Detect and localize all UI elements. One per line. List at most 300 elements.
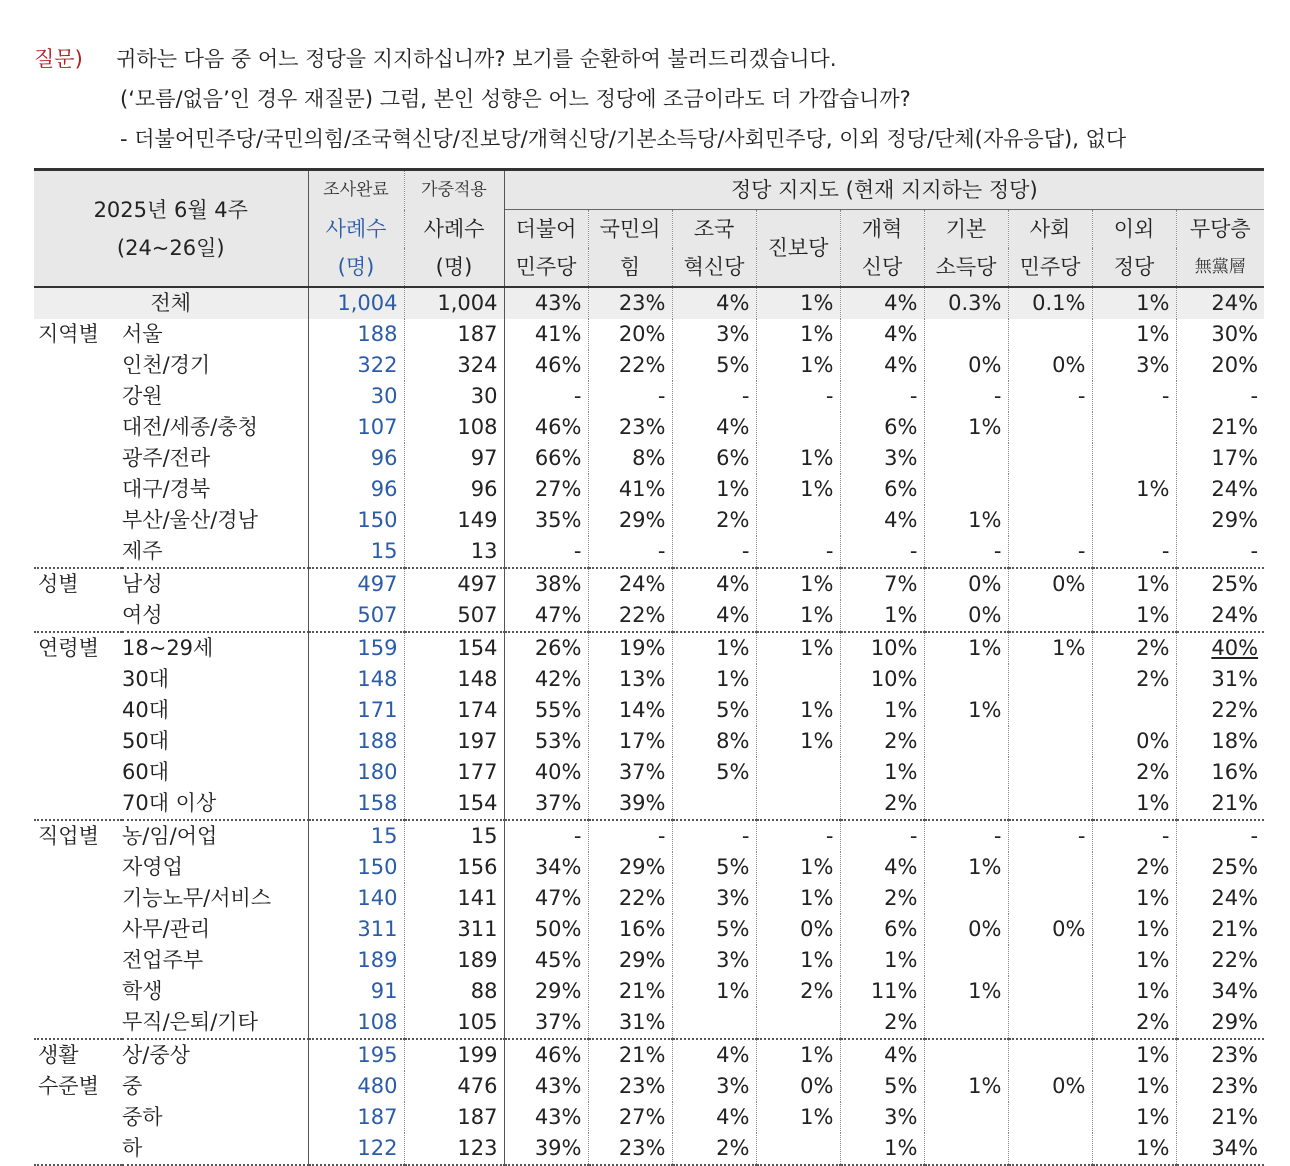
support-value: 43% bbox=[504, 1071, 588, 1102]
weighted-count: 105 bbox=[404, 1007, 504, 1039]
support-value bbox=[1008, 852, 1092, 883]
weighted-count: 497 bbox=[404, 568, 504, 600]
table-row bbox=[34, 1071, 1264, 1102]
complete-count: 15 bbox=[308, 536, 404, 568]
support-value: 1% bbox=[1092, 945, 1176, 976]
complete-count: 159 bbox=[308, 632, 404, 664]
table-row bbox=[34, 757, 1264, 788]
segment-label: 50대 bbox=[122, 726, 308, 757]
support-value bbox=[924, 1102, 1008, 1133]
weighted-count: 187 bbox=[404, 1102, 504, 1133]
complete-header-top: 조사완료 bbox=[308, 170, 404, 210]
support-value: 5% bbox=[672, 695, 756, 726]
support-value: 1% bbox=[1092, 976, 1176, 1007]
support-value: 21% bbox=[588, 1039, 672, 1071]
complete-count: 180 bbox=[308, 757, 404, 788]
support-value: 24% bbox=[1211, 886, 1259, 910]
support-value: 3% bbox=[672, 883, 756, 914]
support-value: 3% bbox=[840, 1102, 924, 1133]
support-value: 29% bbox=[588, 945, 672, 976]
support-value bbox=[1008, 505, 1092, 536]
segment-label: 전업주부 bbox=[122, 945, 308, 976]
complete-count: 480 bbox=[308, 1071, 404, 1102]
results-table bbox=[34, 168, 1264, 1166]
weighted-count: 154 bbox=[404, 788, 504, 820]
support-value: 35% bbox=[504, 505, 588, 536]
support-value: 21% bbox=[1211, 1105, 1259, 1129]
support-value: 16% bbox=[1211, 760, 1259, 784]
complete-header-bot: (명) bbox=[308, 248, 404, 287]
complete-count: 158 bbox=[308, 788, 404, 820]
support-value: 29% bbox=[588, 505, 672, 536]
support-value: 0% bbox=[1008, 914, 1092, 945]
support-value: 53% bbox=[504, 726, 588, 757]
support-value: 38% bbox=[504, 568, 588, 600]
segment-label: 인천/경기 bbox=[122, 350, 308, 381]
support-value: 1% bbox=[1092, 319, 1176, 350]
support-value: 1% bbox=[1092, 1039, 1176, 1071]
support-value bbox=[1008, 726, 1092, 757]
support-value: 8% bbox=[672, 726, 756, 757]
group-label bbox=[34, 788, 122, 820]
period-dates: (24~26일) bbox=[116, 235, 225, 260]
segment-label: 중 bbox=[122, 1071, 308, 1102]
support-value: 16% bbox=[588, 914, 672, 945]
table-row bbox=[34, 505, 1264, 536]
table-row bbox=[34, 443, 1264, 474]
complete-count: 171 bbox=[308, 695, 404, 726]
support-value: 1% bbox=[1092, 1133, 1176, 1165]
support-value bbox=[1008, 1039, 1092, 1071]
segment-label: 대전/세종/충청 bbox=[122, 412, 308, 443]
support-value bbox=[756, 505, 840, 536]
support-value: 1% bbox=[1092, 568, 1176, 600]
support-value bbox=[924, 945, 1008, 976]
weighted-count: 174 bbox=[404, 695, 504, 726]
support-value: 18% bbox=[1211, 729, 1259, 753]
support-value bbox=[924, 757, 1008, 788]
support-value: 4% bbox=[672, 600, 756, 632]
support-value: 4% bbox=[672, 412, 756, 443]
weighted-count: 30 bbox=[404, 381, 504, 412]
segment-label: 하 bbox=[122, 1133, 308, 1165]
complete-count: 122 bbox=[308, 1133, 404, 1165]
group-label bbox=[34, 695, 122, 726]
support-value: 1% bbox=[1092, 1102, 1176, 1133]
support-value: 37% bbox=[504, 1007, 588, 1039]
support-value: 41% bbox=[588, 474, 672, 505]
weighted-count: 156 bbox=[404, 852, 504, 883]
support-value: 8% bbox=[588, 443, 672, 474]
support-value: - bbox=[672, 536, 756, 568]
table-row bbox=[34, 1133, 1264, 1165]
support-value: 24% bbox=[1211, 477, 1259, 501]
weighted-header-top: 가중적용 bbox=[404, 170, 504, 210]
support-value: 47% bbox=[504, 600, 588, 632]
support-value: - bbox=[756, 820, 840, 852]
weighted-count: 311 bbox=[404, 914, 504, 945]
party-header-top-2: 조국 bbox=[672, 210, 756, 249]
support-value: 2% bbox=[840, 726, 924, 757]
support-value: - bbox=[588, 381, 672, 412]
support-value bbox=[756, 1007, 840, 1039]
group-label bbox=[34, 726, 122, 757]
support-value: 27% bbox=[504, 474, 588, 505]
support-value: 1% bbox=[924, 412, 1008, 443]
support-value bbox=[1008, 474, 1092, 505]
support-value: 5% bbox=[672, 914, 756, 945]
support-value: 1% bbox=[756, 695, 840, 726]
group-label bbox=[34, 757, 122, 788]
table-row bbox=[34, 664, 1264, 695]
group-label: 생활 bbox=[34, 1039, 122, 1071]
support-value: 1% bbox=[756, 945, 840, 976]
support-value: - bbox=[504, 381, 588, 412]
table-row bbox=[34, 726, 1264, 757]
party-header-top-7: 이외 bbox=[1092, 210, 1176, 249]
table-row bbox=[34, 319, 1264, 350]
table-row bbox=[34, 1102, 1264, 1133]
period-header bbox=[34, 170, 308, 288]
support-value bbox=[756, 412, 840, 443]
segment-label: 사무/관리 bbox=[122, 914, 308, 945]
support-value: - bbox=[924, 536, 1008, 568]
support-value: 29% bbox=[1211, 1010, 1259, 1034]
group-label bbox=[34, 1133, 122, 1165]
support-value: 47% bbox=[504, 883, 588, 914]
segment-label: 30대 bbox=[122, 664, 308, 695]
complete-count: 96 bbox=[308, 443, 404, 474]
segment-label: 자영업 bbox=[122, 852, 308, 883]
support-value bbox=[1008, 664, 1092, 695]
complete-count: 322 bbox=[308, 350, 404, 381]
group-label: 성별 bbox=[34, 568, 122, 600]
support-value: 1% bbox=[672, 976, 756, 1007]
group-label bbox=[34, 412, 122, 443]
segment-label: 제주 bbox=[122, 536, 308, 568]
support-value: 1% bbox=[1092, 474, 1176, 505]
support-value: 5% bbox=[672, 757, 756, 788]
support-value: 45% bbox=[504, 945, 588, 976]
support-value: 4% bbox=[672, 1102, 756, 1133]
support-value: 4% bbox=[672, 1039, 756, 1071]
support-value bbox=[1008, 319, 1092, 350]
segment-label: 농/임/어업 bbox=[122, 820, 308, 852]
header-row-1 bbox=[34, 170, 1264, 210]
group-label bbox=[34, 600, 122, 632]
weighted-count: 324 bbox=[404, 350, 504, 381]
support-value: 1% bbox=[924, 632, 1008, 664]
support-value: - bbox=[672, 820, 756, 852]
party-header-top-1: 국민의 bbox=[588, 210, 672, 249]
group-label bbox=[34, 474, 122, 505]
party-header-bot-8: 無黨層 bbox=[1176, 248, 1264, 287]
support-value bbox=[924, 1039, 1008, 1071]
segment-label: 기능노무/서비스 bbox=[122, 883, 308, 914]
weighted-count: 15 bbox=[404, 820, 504, 852]
support-value: 40% bbox=[1176, 632, 1264, 664]
support-value: - bbox=[588, 536, 672, 568]
support-value: 1% bbox=[756, 568, 840, 600]
support-value: 1% bbox=[756, 319, 840, 350]
support-value bbox=[1008, 757, 1092, 788]
support-value bbox=[756, 1133, 840, 1165]
results-table-wrapper bbox=[34, 168, 1264, 1166]
party-header-bot-5: 소득당 bbox=[924, 248, 1008, 287]
support-value: 0% bbox=[924, 600, 1008, 632]
support-value: 2% bbox=[840, 883, 924, 914]
support-value: 10% bbox=[840, 664, 924, 695]
group-label: 수준별 bbox=[38, 1074, 99, 1098]
question-line-1 bbox=[34, 44, 837, 74]
weighted-count: 149 bbox=[404, 505, 504, 536]
support-value: 25% bbox=[1211, 855, 1259, 879]
support-value: 0% bbox=[1008, 350, 1092, 381]
support-value: 1% bbox=[756, 474, 840, 505]
complete-count: 140 bbox=[308, 883, 404, 914]
support-value: 2% bbox=[1092, 1007, 1176, 1039]
weighted-count: 199 bbox=[404, 1039, 504, 1071]
support-value: 34% bbox=[504, 852, 588, 883]
question-line-2: (‘모름/없음’인 경우 재질문) 그럼, 본인 성향은 어느 정당에 조금이라도 더 가깝습니까? bbox=[120, 87, 911, 111]
weighted-count: 141 bbox=[404, 883, 504, 914]
support-value: 22% bbox=[1211, 698, 1259, 722]
group-label bbox=[34, 852, 122, 883]
support-value: 30% bbox=[1211, 322, 1259, 346]
support-value: 4% bbox=[672, 568, 756, 600]
support-value: 46% bbox=[504, 350, 588, 381]
weighted-count: 97 bbox=[404, 443, 504, 474]
support-value: 1% bbox=[672, 664, 756, 695]
party-header-bot-6: 민주당 bbox=[1008, 248, 1092, 287]
support-value: 20% bbox=[588, 319, 672, 350]
support-value: 4% bbox=[840, 1039, 924, 1071]
support-value: 23% bbox=[1176, 1039, 1264, 1071]
total-row bbox=[34, 287, 1264, 319]
support-value: 23% bbox=[588, 412, 672, 443]
party-header-bot-7: 정당 bbox=[1092, 248, 1176, 287]
support-value: 2% bbox=[1092, 757, 1176, 788]
support-value bbox=[1092, 443, 1176, 474]
support-value: 2% bbox=[840, 788, 924, 820]
complete-header-mid: 사례수 bbox=[308, 210, 404, 249]
support-value: 21% bbox=[1211, 415, 1259, 439]
support-value: - bbox=[1008, 381, 1092, 412]
support-value: 6% bbox=[840, 412, 924, 443]
complete-count: 187 bbox=[308, 1102, 404, 1133]
support-value: 37% bbox=[504, 788, 588, 820]
group-label: 직업별 bbox=[34, 820, 122, 852]
support-value bbox=[1008, 1007, 1092, 1039]
table-row bbox=[34, 852, 1264, 883]
group-label bbox=[34, 505, 122, 536]
complete-count: 195 bbox=[308, 1039, 404, 1071]
support-value: 4% bbox=[840, 505, 924, 536]
support-value: 39% bbox=[504, 1133, 588, 1165]
support-value: 3% bbox=[672, 319, 756, 350]
complete-count: 507 bbox=[308, 600, 404, 632]
segment-label: 상/중상 bbox=[122, 1039, 308, 1071]
support-value: 1% bbox=[924, 976, 1008, 1007]
table-row bbox=[34, 350, 1264, 381]
complete-count: 189 bbox=[308, 945, 404, 976]
support-value: - bbox=[756, 381, 840, 412]
support-value bbox=[1008, 945, 1092, 976]
support-value: 46% bbox=[504, 412, 588, 443]
support-value: 23% bbox=[588, 1071, 672, 1102]
support-value bbox=[924, 664, 1008, 695]
table-row bbox=[34, 568, 1264, 600]
support-value: 17% bbox=[1211, 446, 1259, 470]
complete-count: 91 bbox=[308, 976, 404, 1007]
support-value: 19% bbox=[588, 632, 672, 664]
support-value: 2% bbox=[672, 505, 756, 536]
group-label bbox=[34, 976, 122, 1007]
segment-label: 부산/울산/경남 bbox=[122, 505, 308, 536]
support-value: 1% bbox=[1092, 287, 1176, 319]
complete-count: 150 bbox=[308, 505, 404, 536]
support-value: 29% bbox=[504, 976, 588, 1007]
support-value: 23% bbox=[588, 287, 672, 319]
weighted-count: 1,004 bbox=[404, 287, 504, 319]
support-value: - bbox=[1092, 820, 1176, 852]
support-value: 2% bbox=[840, 1007, 924, 1039]
support-value bbox=[1008, 1133, 1092, 1165]
table-row bbox=[34, 820, 1264, 852]
support-value: 6% bbox=[672, 443, 756, 474]
support-value: 1% bbox=[1092, 914, 1176, 945]
support-value: 0% bbox=[1008, 1071, 1092, 1102]
complete-count: 1,004 bbox=[308, 287, 404, 319]
support-value: 21% bbox=[1211, 917, 1259, 941]
support-value: 43% bbox=[504, 1102, 588, 1133]
support-value bbox=[1008, 443, 1092, 474]
support-value: 1% bbox=[924, 695, 1008, 726]
segment-label: 여성 bbox=[122, 600, 308, 632]
support-value: 23% bbox=[1211, 1074, 1259, 1098]
support-value: 55% bbox=[504, 695, 588, 726]
segment-label: 서울 bbox=[122, 319, 308, 350]
support-value: 1% bbox=[756, 852, 840, 883]
question-line-3: - 더불어민주당/국민의힘/조국혁신당/진보당/개혁신당/기본소득당/사회민주당, 이외 정당/단체(자유응답), 없다 bbox=[120, 127, 1127, 151]
group-label: 연령별 bbox=[34, 632, 122, 664]
support-value: 66% bbox=[504, 443, 588, 474]
support-value: 5% bbox=[672, 350, 756, 381]
support-value: - bbox=[756, 536, 840, 568]
support-value: 1% bbox=[756, 350, 840, 381]
segment-label: 강원 bbox=[122, 381, 308, 412]
support-value: 5% bbox=[672, 852, 756, 883]
support-value: 14% bbox=[588, 695, 672, 726]
support-value bbox=[924, 726, 1008, 757]
support-value bbox=[924, 883, 1008, 914]
support-title: 정당 지지도 (현재 지지하는 정당) bbox=[504, 170, 1264, 210]
support-value bbox=[672, 788, 756, 820]
support-value: 0% bbox=[924, 914, 1008, 945]
support-value: 1% bbox=[756, 600, 840, 632]
complete-count: 96 bbox=[308, 474, 404, 505]
weighted-count: 96 bbox=[404, 474, 504, 505]
weighted-count: 148 bbox=[404, 664, 504, 695]
group-label bbox=[34, 914, 122, 945]
support-value: 50% bbox=[504, 914, 588, 945]
weighted-count: 189 bbox=[404, 945, 504, 976]
support-value: - bbox=[1250, 384, 1259, 408]
weighted-count: 108 bbox=[404, 412, 504, 443]
table-row bbox=[34, 632, 1264, 664]
table-row bbox=[34, 381, 1264, 412]
support-value: - bbox=[1008, 536, 1092, 568]
support-value: - bbox=[924, 820, 1008, 852]
support-value: 23% bbox=[588, 1133, 672, 1165]
support-value: 1% bbox=[756, 883, 840, 914]
party-header-bot-1: 힘 bbox=[588, 248, 672, 287]
weighted-header-mid: 사례수 bbox=[404, 210, 504, 249]
table-row bbox=[34, 1039, 1264, 1071]
support-value: 13% bbox=[588, 664, 672, 695]
table-row bbox=[34, 914, 1264, 945]
support-value: 1% bbox=[672, 474, 756, 505]
party-header-top-4: 개혁 bbox=[840, 210, 924, 249]
support-value: - bbox=[840, 381, 924, 412]
support-value bbox=[1008, 976, 1092, 1007]
complete-count: 15 bbox=[308, 820, 404, 852]
support-value: 34% bbox=[1211, 979, 1259, 1003]
support-value bbox=[924, 443, 1008, 474]
party-header-top-5: 기본 bbox=[924, 210, 1008, 249]
support-value: 34% bbox=[1176, 1133, 1264, 1165]
table-row bbox=[34, 976, 1264, 1007]
support-value: 1% bbox=[756, 1102, 840, 1133]
support-value: - bbox=[672, 381, 756, 412]
support-value: 7% bbox=[840, 568, 924, 600]
support-value: 11% bbox=[840, 976, 924, 1007]
support-value bbox=[924, 319, 1008, 350]
support-value: 1% bbox=[840, 1133, 924, 1165]
support-value: 1% bbox=[840, 600, 924, 632]
support-value: - bbox=[1092, 381, 1176, 412]
support-value: 1% bbox=[756, 1039, 840, 1071]
support-value bbox=[1008, 695, 1092, 726]
weighted-count: 507 bbox=[404, 600, 504, 632]
weighted-count: 476 bbox=[404, 1071, 504, 1102]
support-value bbox=[1008, 1102, 1092, 1133]
support-value: 1% bbox=[924, 1071, 1008, 1102]
table-row bbox=[34, 536, 1264, 568]
complete-count: 108 bbox=[308, 1007, 404, 1039]
support-value: 24% bbox=[1211, 603, 1259, 627]
support-value bbox=[924, 1007, 1008, 1039]
group-label: 지역별 bbox=[38, 322, 99, 346]
party-header-bot-4: 신당 bbox=[840, 248, 924, 287]
support-value: 2% bbox=[756, 976, 840, 1007]
group-label bbox=[34, 1102, 122, 1133]
support-value: 3% bbox=[672, 1071, 756, 1102]
support-value: - bbox=[504, 820, 588, 852]
weighted-count: 88 bbox=[404, 976, 504, 1007]
support-value: 3% bbox=[1092, 350, 1176, 381]
group-label bbox=[34, 945, 122, 976]
support-value: 40% bbox=[504, 757, 588, 788]
support-value bbox=[756, 788, 840, 820]
support-value: 4% bbox=[672, 287, 756, 319]
support-value: 1% bbox=[756, 443, 840, 474]
complete-count: 188 bbox=[308, 319, 404, 350]
support-value: 1% bbox=[840, 945, 924, 976]
support-value bbox=[1092, 505, 1176, 536]
support-value: 37% bbox=[588, 757, 672, 788]
segment-label: 남성 bbox=[122, 568, 308, 600]
